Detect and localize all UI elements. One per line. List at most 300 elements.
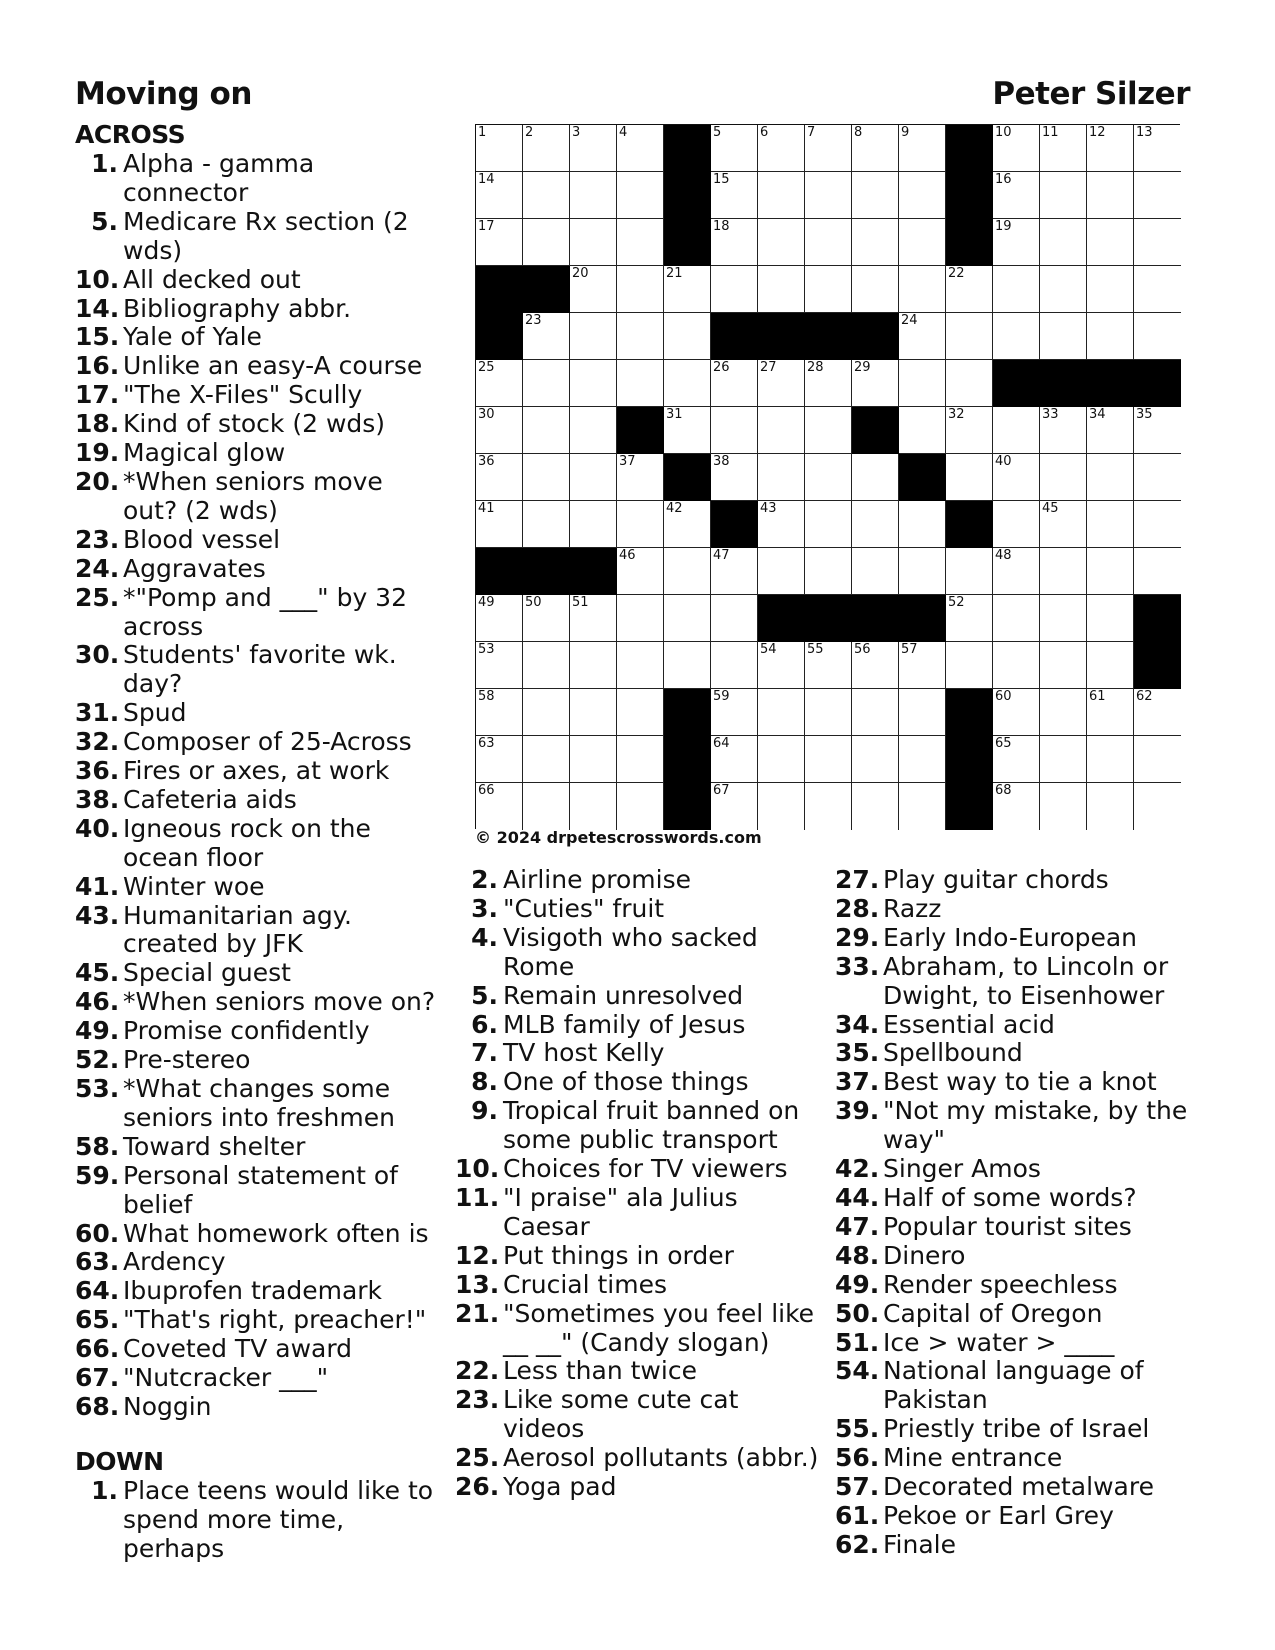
grid-block <box>664 783 711 830</box>
grid-cell[interactable] <box>993 219 1040 266</box>
grid-block <box>1134 642 1181 689</box>
down-clue <box>835 924 1195 953</box>
grid-cell[interactable] <box>1134 501 1181 548</box>
grid-cell[interactable] <box>805 125 852 172</box>
grid-cell[interactable] <box>805 736 852 783</box>
grid-cell[interactable] <box>1134 125 1181 172</box>
grid-cell[interactable] <box>1087 219 1134 266</box>
grid-cell[interactable] <box>1134 407 1181 454</box>
grid-cell[interactable] <box>899 548 946 595</box>
grid-cell[interactable] <box>852 360 899 407</box>
grid-cell[interactable] <box>1087 266 1134 313</box>
puzzle-author: Peter Silzer <box>992 76 1190 112</box>
grid-cell[interactable] <box>1087 595 1134 642</box>
grid-cell[interactable] <box>523 736 570 783</box>
grid-cell[interactable] <box>758 783 805 830</box>
grid-cell[interactable] <box>711 125 758 172</box>
clue-number: 34. <box>835 1009 880 1039</box>
grid-cell[interactable] <box>617 783 664 830</box>
cell-number: 55 <box>807 642 824 657</box>
grid-cell[interactable] <box>805 548 852 595</box>
grid-cell[interactable] <box>1087 642 1134 689</box>
grid-cell[interactable] <box>570 642 617 689</box>
cell-number: 18 <box>713 219 730 234</box>
grid-block <box>1040 360 1087 407</box>
grid-cell[interactable] <box>1134 783 1181 830</box>
grid-cell[interactable] <box>664 266 711 313</box>
grid-cell[interactable] <box>1134 736 1181 783</box>
grid-cell[interactable] <box>664 313 711 360</box>
cell-number: 6 <box>760 125 769 140</box>
grid-cell[interactable] <box>476 783 523 830</box>
grid-cell[interactable] <box>946 595 993 642</box>
clue-number: 42. <box>835 1154 880 1184</box>
across-clue <box>75 323 440 352</box>
grid-cell[interactable] <box>664 360 711 407</box>
grid-block <box>946 125 993 172</box>
grid-cell[interactable] <box>852 736 899 783</box>
grid-cell[interactable] <box>476 689 523 736</box>
down-clue <box>455 1300 820 1358</box>
grid-cell[interactable] <box>570 595 617 642</box>
grid-cell[interactable] <box>664 548 711 595</box>
grid-cell[interactable] <box>476 642 523 689</box>
grid-cell[interactable] <box>617 219 664 266</box>
grid-cell[interactable] <box>852 783 899 830</box>
grid-cell[interactable] <box>570 313 617 360</box>
cell-number: 32 <box>948 407 965 422</box>
clue-text: Put things in order <box>503 1240 734 1270</box>
down-clue <box>835 1097 1195 1155</box>
grid-cell[interactable] <box>993 736 1040 783</box>
clue-number: 65. <box>75 1305 120 1335</box>
grid-cell[interactable] <box>664 501 711 548</box>
grid-cell[interactable] <box>758 219 805 266</box>
grid-cell[interactable] <box>852 172 899 219</box>
grid-cell[interactable] <box>476 407 523 454</box>
copyright-notice: © 2024 drpetescrosswords.com <box>475 828 762 847</box>
grid-cell[interactable] <box>993 454 1040 501</box>
grid-cell[interactable] <box>476 360 523 407</box>
grid-cell[interactable] <box>711 548 758 595</box>
grid-cell[interactable] <box>570 219 617 266</box>
grid-cell[interactable] <box>476 454 523 501</box>
clue-number: 59. <box>75 1160 120 1190</box>
cell-number: 67 <box>713 783 730 798</box>
grid-cell[interactable] <box>476 172 523 219</box>
clue-text: All decked out <box>123 264 301 294</box>
grid-cell[interactable] <box>758 454 805 501</box>
grid-cell[interactable] <box>899 783 946 830</box>
cell-number: 68 <box>995 783 1012 798</box>
grid-cell[interactable] <box>1087 172 1134 219</box>
grid-cell[interactable] <box>993 266 1040 313</box>
grid-cell[interactable] <box>852 689 899 736</box>
grid-cell[interactable] <box>570 172 617 219</box>
clue-text: Ice > water > ____ <box>883 1327 1115 1357</box>
grid-cell[interactable] <box>617 266 664 313</box>
grid-cell[interactable] <box>523 642 570 689</box>
clue-number: 12. <box>455 1240 500 1270</box>
grid-cell[interactable] <box>805 454 852 501</box>
clue-text: Razz <box>883 893 942 923</box>
cell-number: 29 <box>854 360 871 375</box>
down-clue <box>455 1184 820 1242</box>
clue-number: 41. <box>75 871 120 901</box>
down-clue <box>835 1300 1195 1329</box>
grid-cell[interactable] <box>1087 501 1134 548</box>
grid-cell[interactable] <box>805 783 852 830</box>
across-clue <box>75 699 440 728</box>
clue-number: 53. <box>75 1074 120 1103</box>
clue-text: Spellbound <box>883 1038 1023 1068</box>
grid-cell[interactable] <box>899 501 946 548</box>
grid-cell[interactable] <box>1134 548 1181 595</box>
grid-cell[interactable] <box>993 595 1040 642</box>
across-clue <box>75 439 440 468</box>
grid-cell[interactable] <box>570 783 617 830</box>
clue-text: Less than twice <box>503 1356 697 1386</box>
grid-cell[interactable] <box>899 642 946 689</box>
clue-text: Priestly tribe of Israel <box>883 1414 1150 1444</box>
across-clue <box>75 815 440 873</box>
grid-cell[interactable] <box>758 125 805 172</box>
grid-cell[interactable] <box>993 313 1040 360</box>
clue-number: 49. <box>75 1016 120 1046</box>
clue-text: Personal statement of belief <box>123 1160 398 1219</box>
clue-text: Aggravates <box>123 553 266 583</box>
grid-cell[interactable] <box>993 172 1040 219</box>
clue-text: Decorated metalware <box>883 1472 1154 1502</box>
grid-block <box>1087 360 1134 407</box>
clue-number: 13. <box>455 1269 500 1299</box>
grid-cell[interactable] <box>1134 172 1181 219</box>
grid-cell[interactable] <box>570 454 617 501</box>
clue-number: 10. <box>75 264 120 294</box>
grid-cell[interactable] <box>758 360 805 407</box>
grid-cell[interactable] <box>758 548 805 595</box>
across-clue <box>75 728 440 757</box>
cell-number: 41 <box>478 501 495 516</box>
grid-cell[interactable] <box>570 501 617 548</box>
clue-number: 61. <box>835 1500 880 1530</box>
grid-cell[interactable] <box>711 219 758 266</box>
grid-cell[interactable] <box>711 736 758 783</box>
across-clue <box>75 1162 440 1220</box>
grid-cell[interactable] <box>476 595 523 642</box>
grid-cell[interactable] <box>711 689 758 736</box>
grid-cell[interactable] <box>946 407 993 454</box>
grid-cell[interactable] <box>711 595 758 642</box>
cell-number: 35 <box>1136 407 1153 422</box>
grid-cell[interactable] <box>1087 407 1134 454</box>
grid-cell[interactable] <box>476 736 523 783</box>
grid-cell[interactable] <box>1040 642 1087 689</box>
grid-cell[interactable] <box>664 407 711 454</box>
grid-cell[interactable] <box>1087 736 1134 783</box>
grid-cell[interactable] <box>523 360 570 407</box>
grid-cell[interactable] <box>1134 313 1181 360</box>
grid-cell[interactable] <box>476 125 523 172</box>
down-clue <box>455 1155 820 1184</box>
down-clue-list-1 <box>75 1477 440 1564</box>
down-clue <box>455 1271 820 1300</box>
grid-cell[interactable] <box>711 783 758 830</box>
grid-cell[interactable] <box>758 266 805 313</box>
cell-number: 7 <box>807 125 816 140</box>
across-clue <box>75 150 440 208</box>
grid-cell[interactable] <box>993 501 1040 548</box>
clue-text: Mine entrance <box>883 1443 1063 1473</box>
grid-cell[interactable] <box>899 689 946 736</box>
cell-number: 16 <box>995 172 1012 187</box>
grid-cell[interactable] <box>570 689 617 736</box>
down-clue <box>835 1068 1195 1097</box>
grid-cell[interactable] <box>852 266 899 313</box>
grid-cell[interactable] <box>1087 313 1134 360</box>
down-clue <box>455 1011 820 1040</box>
grid-cell[interactable] <box>805 689 852 736</box>
across-clue <box>75 1075 440 1133</box>
clue-text: Capital of Oregon <box>883 1298 1103 1328</box>
grid-cell[interactable] <box>946 642 993 689</box>
grid-cell[interactable] <box>1087 454 1134 501</box>
grid-cell[interactable] <box>617 313 664 360</box>
grid-cell[interactable] <box>523 172 570 219</box>
clue-text: Blood vessel <box>123 524 281 554</box>
clue-number: 46. <box>75 987 120 1017</box>
down-clue <box>835 1155 1195 1184</box>
clue-number: 43. <box>75 900 120 930</box>
grid-cell[interactable] <box>852 219 899 266</box>
grid-cell[interactable] <box>899 125 946 172</box>
cell-number: 54 <box>760 642 777 657</box>
grid-cell[interactable] <box>758 689 805 736</box>
grid-cell[interactable] <box>1040 548 1087 595</box>
grid-cell[interactable] <box>1134 266 1181 313</box>
down-clue <box>455 1039 820 1068</box>
grid-cell[interactable] <box>570 266 617 313</box>
across-clue <box>75 266 440 295</box>
clue-number: 28. <box>835 893 880 923</box>
clue-number: 36. <box>75 756 120 786</box>
grid-cell[interactable] <box>852 642 899 689</box>
grid-cell[interactable] <box>852 501 899 548</box>
grid-cell[interactable] <box>899 360 946 407</box>
grid-cell[interactable] <box>805 219 852 266</box>
cell-number: 53 <box>478 642 495 657</box>
clue-text: Pekoe or Earl Grey <box>883 1500 1114 1530</box>
clue-number: 32. <box>75 727 120 757</box>
clue-text: Spud <box>123 698 187 728</box>
grid-cell[interactable] <box>993 125 1040 172</box>
grid-cell[interactable] <box>523 501 570 548</box>
grid-cell[interactable] <box>523 783 570 830</box>
grid-cell[interactable] <box>758 736 805 783</box>
grid-cell[interactable] <box>1087 125 1134 172</box>
clue-text: Pre-stereo <box>123 1045 251 1075</box>
across-clue <box>75 295 440 324</box>
grid-cell[interactable] <box>805 360 852 407</box>
cell-number: 50 <box>525 595 542 610</box>
grid-cell[interactable] <box>805 407 852 454</box>
grid-cell[interactable] <box>993 642 1040 689</box>
grid-cell[interactable] <box>711 407 758 454</box>
grid-cell[interactable] <box>1087 548 1134 595</box>
cell-number: 5 <box>713 125 722 140</box>
grid-cell[interactable] <box>570 360 617 407</box>
grid-cell[interactable] <box>570 407 617 454</box>
grid-cell[interactable] <box>1134 219 1181 266</box>
grid-cell[interactable] <box>1040 783 1087 830</box>
clue-text: *What changes some seniors into freshmen <box>123 1074 395 1132</box>
grid-block <box>899 454 946 501</box>
grid-cell[interactable] <box>993 783 1040 830</box>
clue-text: Like some cute cat videos <box>503 1385 739 1444</box>
grid-cell[interactable] <box>946 266 993 313</box>
grid-cell[interactable] <box>805 172 852 219</box>
grid-cell[interactable] <box>1040 454 1087 501</box>
grid-cell[interactable] <box>993 689 1040 736</box>
grid-cell[interactable] <box>758 642 805 689</box>
clue-number: 31. <box>75 698 120 728</box>
grid-cell[interactable] <box>1040 219 1087 266</box>
grid-cell[interactable] <box>1087 783 1134 830</box>
grid-cell[interactable] <box>476 219 523 266</box>
clue-text: Coveted TV award <box>123 1334 353 1364</box>
grid-cell[interactable] <box>758 172 805 219</box>
grid-cell[interactable] <box>899 219 946 266</box>
clue-number: 5. <box>91 206 118 236</box>
grid-cell[interactable] <box>617 454 664 501</box>
grid-cell[interactable] <box>852 454 899 501</box>
grid-cell[interactable] <box>899 736 946 783</box>
down-clue <box>455 924 820 982</box>
grid-cell[interactable] <box>1134 689 1181 736</box>
down-clue-list-2 <box>455 866 820 1502</box>
grid-cell[interactable] <box>1040 689 1087 736</box>
grid-cell[interactable] <box>711 360 758 407</box>
clue-number: 6. <box>471 1009 498 1039</box>
clue-text: Winter woe <box>123 871 265 901</box>
clue-text: Unlike an easy-A course <box>123 351 423 381</box>
grid-cell[interactable] <box>852 125 899 172</box>
grid-cell[interactable] <box>523 313 570 360</box>
down-clue <box>455 1473 820 1502</box>
grid-cell[interactable] <box>1040 501 1087 548</box>
clue-number: 9. <box>471 1096 498 1126</box>
grid-cell[interactable] <box>1040 313 1087 360</box>
grid-cell[interactable] <box>1040 736 1087 783</box>
grid-cell[interactable] <box>523 689 570 736</box>
clue-text: Kind of stock (2 wds) <box>123 409 386 439</box>
across-clue <box>75 959 440 988</box>
grid-cell[interactable] <box>476 501 523 548</box>
grid-cell[interactable] <box>617 360 664 407</box>
clue-text: Ardency <box>123 1247 226 1277</box>
grid-cell[interactable] <box>523 595 570 642</box>
grid-cell[interactable] <box>1040 172 1087 219</box>
clue-number: 30. <box>75 640 120 670</box>
grid-cell[interactable] <box>664 642 711 689</box>
grid-cell[interactable] <box>523 454 570 501</box>
grid-cell[interactable] <box>617 642 664 689</box>
clue-number: 47. <box>835 1211 880 1241</box>
grid-block <box>664 736 711 783</box>
grid-block <box>805 595 852 642</box>
clue-text: Humanitarian agy. created by JFK <box>123 900 352 959</box>
grid-cell[interactable] <box>805 501 852 548</box>
grid-cell[interactable] <box>899 407 946 454</box>
grid-cell[interactable] <box>1087 689 1134 736</box>
grid-cell[interactable] <box>1134 454 1181 501</box>
grid-cell[interactable] <box>570 125 617 172</box>
grid-cell[interactable] <box>523 219 570 266</box>
grid-cell[interactable] <box>993 407 1040 454</box>
grid-cell[interactable] <box>711 266 758 313</box>
grid-cell[interactable] <box>946 313 993 360</box>
clue-text: Dinero <box>883 1240 966 1270</box>
grid-cell[interactable] <box>1040 125 1087 172</box>
grid-cell[interactable] <box>523 125 570 172</box>
grid-cell[interactable] <box>993 548 1040 595</box>
cell-number: 46 <box>619 548 636 563</box>
grid-block <box>476 548 523 595</box>
grid-cell[interactable] <box>805 266 852 313</box>
grid-cell[interactable] <box>852 548 899 595</box>
grid-cell[interactable] <box>946 454 993 501</box>
down-clue-column-3 <box>835 866 1195 1560</box>
cell-number: 58 <box>478 689 495 704</box>
grid-cell[interactable] <box>946 548 993 595</box>
grid-cell[interactable] <box>711 454 758 501</box>
grid-cell[interactable] <box>711 172 758 219</box>
grid-cell[interactable] <box>899 313 946 360</box>
clue-number: 10. <box>455 1154 500 1184</box>
across-clue <box>75 526 440 555</box>
grid-cell[interactable] <box>946 360 993 407</box>
grid-cell[interactable] <box>899 266 946 313</box>
clue-number: 18. <box>75 409 120 439</box>
grid-cell[interactable] <box>1040 266 1087 313</box>
grid-cell[interactable] <box>758 501 805 548</box>
across-clue <box>75 1306 440 1335</box>
grid-cell[interactable] <box>899 172 946 219</box>
cell-number: 42 <box>666 501 683 516</box>
clue-number: 33. <box>835 951 880 981</box>
grid-cell[interactable] <box>1040 407 1087 454</box>
grid-cell[interactable] <box>617 736 664 783</box>
grid-cell[interactable] <box>617 548 664 595</box>
grid-cell[interactable] <box>711 642 758 689</box>
grid-cell[interactable] <box>570 736 617 783</box>
clue-text: Airline promise <box>503 865 691 894</box>
across-clue <box>75 873 440 902</box>
grid-cell[interactable] <box>617 172 664 219</box>
grid-cell[interactable] <box>805 642 852 689</box>
grid-cell[interactable] <box>617 125 664 172</box>
grid-cell[interactable] <box>617 689 664 736</box>
grid-cell[interactable] <box>617 595 664 642</box>
grid-cell[interactable] <box>1040 595 1087 642</box>
grid-cell[interactable] <box>617 501 664 548</box>
grid-block <box>570 548 617 595</box>
grid-cell[interactable] <box>758 407 805 454</box>
clue-text: Students' favorite wk. day? <box>123 640 397 699</box>
grid-cell[interactable] <box>523 407 570 454</box>
grid-cell[interactable] <box>664 595 711 642</box>
clue-number: 19. <box>75 438 120 468</box>
